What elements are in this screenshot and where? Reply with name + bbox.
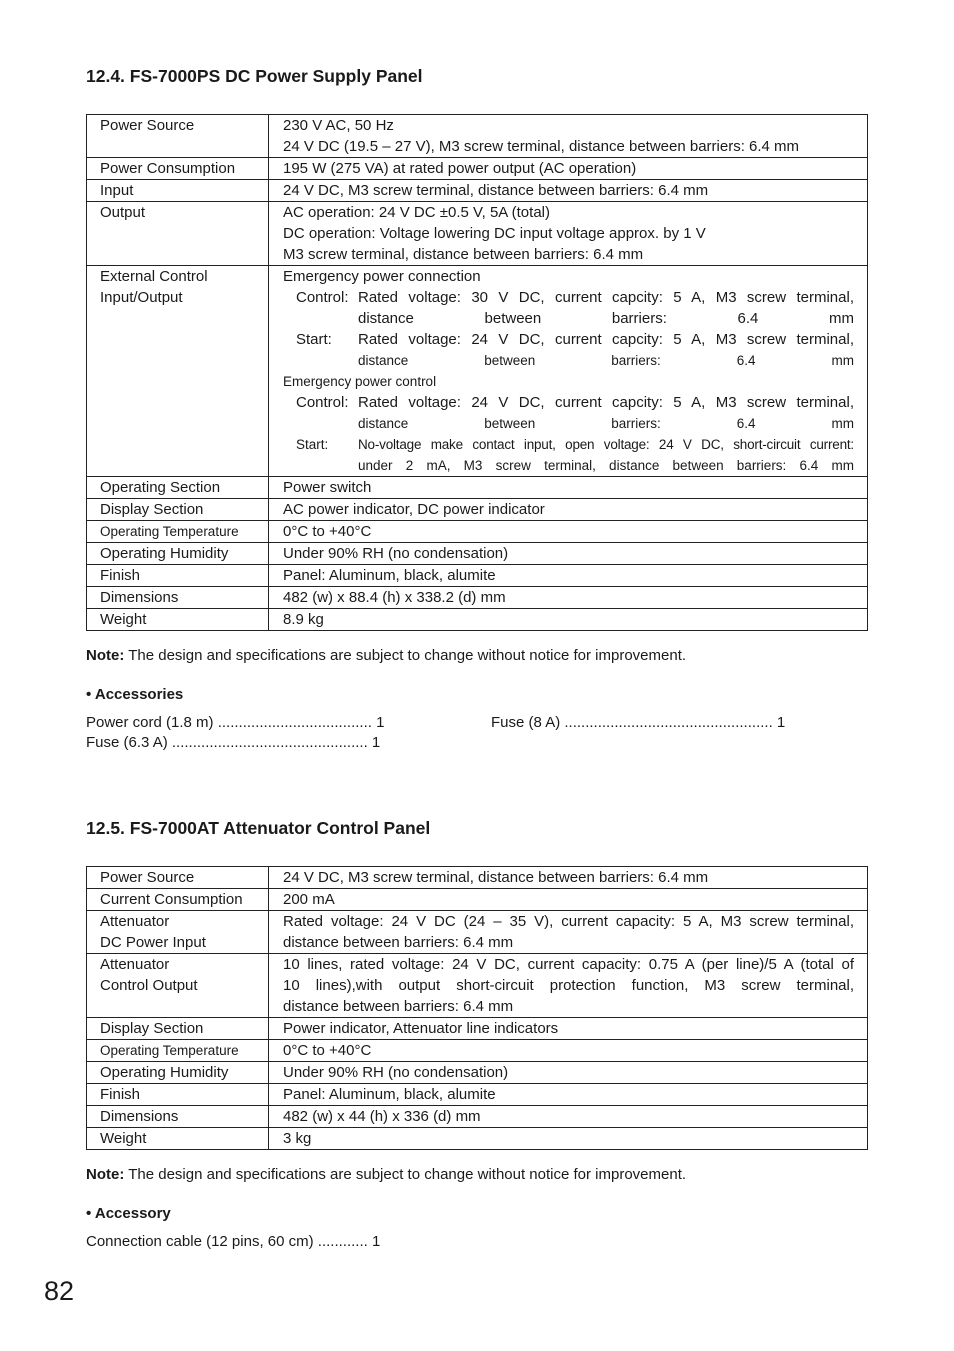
accessory-title: • Accessory bbox=[86, 1205, 171, 1222]
accessories-title: • Accessories bbox=[86, 686, 184, 703]
table-row bbox=[87, 1062, 868, 1084]
table-row bbox=[87, 565, 868, 587]
page-number: 82 bbox=[44, 1276, 75, 1306]
row-label: Operating Temperature bbox=[87, 1040, 269, 1062]
row-label: Display Section bbox=[87, 1018, 269, 1040]
control-spec: Control: Rated voltage: 24 V DC, current capcity: 5 A, M3 screw terminal, distance between barriers: 6.4 mm bbox=[296, 394, 854, 431]
row-value: 482 (w) x 44 (h) x 336 (d) mm bbox=[269, 1106, 868, 1128]
accessory-item: Power cord (1.8 m) ..................................... 1 bbox=[86, 714, 385, 731]
row-value: Power switch bbox=[269, 477, 868, 499]
row-label: Dimensions bbox=[87, 587, 269, 609]
spec-table-fs7000ps bbox=[86, 114, 868, 631]
row-value bbox=[269, 266, 868, 477]
accessory-item: Fuse (6.3 A) ............................................... 1 bbox=[86, 734, 381, 751]
spec-table-fs7000at bbox=[86, 866, 868, 1150]
row-value: 482 (w) x 88.4 (h) x 338.2 (d) mm bbox=[269, 587, 868, 609]
row-label: Display Section bbox=[87, 499, 269, 521]
table-row bbox=[87, 889, 868, 911]
row-value: 8.9 kg bbox=[269, 609, 868, 631]
emergency-control-title: Emergency power control bbox=[283, 374, 437, 389]
row-label: Input bbox=[87, 180, 269, 202]
table-row bbox=[87, 1040, 868, 1062]
start-spec: Start: No-voltage make contact input, open voltage: 24 V DC, short-circuit current: under 2 mA, M3 screw terminal, distance between barriers: 6.4 mm bbox=[296, 437, 854, 473]
row-label: Power Consumption bbox=[87, 158, 269, 180]
row-label: External Control Input/Output bbox=[87, 266, 269, 477]
row-value: 0°C to +40°C bbox=[269, 521, 868, 543]
row-label: Output bbox=[87, 202, 269, 266]
table-row bbox=[87, 115, 868, 158]
row-label: Power Source bbox=[87, 867, 269, 889]
table-row bbox=[87, 158, 868, 180]
table-row-external-control bbox=[87, 266, 868, 477]
row-value: Under 90% RH (no condensation) bbox=[269, 1062, 868, 1084]
section-title-fs7000at: 12.5. FS-7000AT Attenuator Control Panel bbox=[86, 818, 431, 838]
row-value: 0°C to +40°C bbox=[269, 1040, 868, 1062]
control-spec: Control: Rated voltage: 30 V DC, current capcity: 5 A, M3 screw terminal, distance between barriers: 6.4 mm bbox=[296, 289, 854, 327]
row-value: 3 kg bbox=[269, 1128, 868, 1150]
table-row bbox=[87, 202, 868, 266]
row-value: 24 V DC, M3 screw terminal, distance between barriers: 6.4 mm bbox=[269, 867, 868, 889]
table-row bbox=[87, 180, 868, 202]
row-value: Panel: Aluminum, black, alumite bbox=[269, 1084, 868, 1106]
table-row bbox=[87, 954, 868, 1018]
row-label: Weight bbox=[87, 1128, 269, 1150]
spec-note: Note: The design and specifications are subject to change without notice for improvement. bbox=[86, 1166, 687, 1183]
row-value: 195 W (275 VA) at rated power output (AC operation) bbox=[269, 158, 868, 180]
row-value: Panel: Aluminum, black, alumite bbox=[269, 565, 868, 587]
accessory-item: Fuse (8 A) .................................................. 1 bbox=[491, 714, 786, 731]
section-title-fs7000ps: 12.4. FS-7000PS DC Power Supply Panel bbox=[86, 66, 423, 86]
row-value: 10 lines, rated voltage: 24 V DC, current capacity: 0.75 A (per line)/5 A (total of 10 lines),with output short-circuit protection function, M3 screw terminal, distance between barriers: 6.4 mm bbox=[269, 954, 868, 1018]
row-label: Attenuator DC Power Input bbox=[87, 911, 269, 954]
row-label: Attenuator Control Output bbox=[87, 954, 269, 1018]
row-label: Power Source bbox=[87, 115, 269, 158]
row-label: Finish bbox=[87, 565, 269, 587]
row-label: Current Consumption bbox=[87, 889, 269, 911]
row-value: Power indicator, Attenuator line indicators bbox=[269, 1018, 868, 1040]
table-row bbox=[87, 1106, 868, 1128]
row-label: Weight bbox=[87, 609, 269, 631]
spec-note: Note: The design and specifications are subject to change without notice for improvement. bbox=[86, 647, 687, 664]
table-row bbox=[87, 867, 868, 889]
table-row bbox=[87, 1018, 868, 1040]
row-label: Operating Humidity bbox=[87, 1062, 269, 1084]
row-value: AC operation: 24 V DC ±0.5 V, 5A (total) DC operation: Voltage lowering DC input voltage approx. by 1 V M3 screw terminal, distance between barriers: 6.4 mm bbox=[269, 202, 868, 266]
table-row bbox=[87, 911, 868, 954]
row-label: Dimensions bbox=[87, 1106, 269, 1128]
row-value: Rated voltage: 24 V DC (24 – 35 V), current capacity: 5 A, M3 screw terminal, distance between barriers: 6.4 mm bbox=[269, 911, 868, 954]
table-row bbox=[87, 543, 868, 565]
row-value: AC power indicator, DC power indicator bbox=[269, 499, 868, 521]
row-label: Operating Temperature bbox=[87, 521, 269, 543]
row-value: 230 V AC, 50 Hz 24 V DC (19.5 – 27 V), M3 screw terminal, distance between barriers: 6.4 mm bbox=[269, 115, 868, 158]
row-value: Under 90% RH (no condensation) bbox=[269, 543, 868, 565]
table-row bbox=[87, 477, 868, 499]
table-row bbox=[87, 499, 868, 521]
emergency-connection-title: Emergency power connection bbox=[283, 268, 481, 285]
start-spec: Start: Rated voltage: 24 V DC, current capcity: 5 A, M3 screw terminal, distance between barriers: 6.4 mm bbox=[296, 331, 854, 368]
row-value: 24 V DC, M3 screw terminal, distance between barriers: 6.4 mm bbox=[269, 180, 868, 202]
row-label: Operating Section bbox=[87, 477, 269, 499]
table-row bbox=[87, 521, 868, 543]
table-row bbox=[87, 1084, 868, 1106]
row-label: Finish bbox=[87, 1084, 269, 1106]
row-label: Operating Humidity bbox=[87, 543, 269, 565]
row-value: 200 mA bbox=[269, 889, 868, 911]
accessory-item: Connection cable (12 pins, 60 cm) ............ 1 bbox=[86, 1233, 381, 1250]
table-row bbox=[87, 609, 868, 631]
table-row bbox=[87, 1128, 868, 1150]
table-row bbox=[87, 587, 868, 609]
